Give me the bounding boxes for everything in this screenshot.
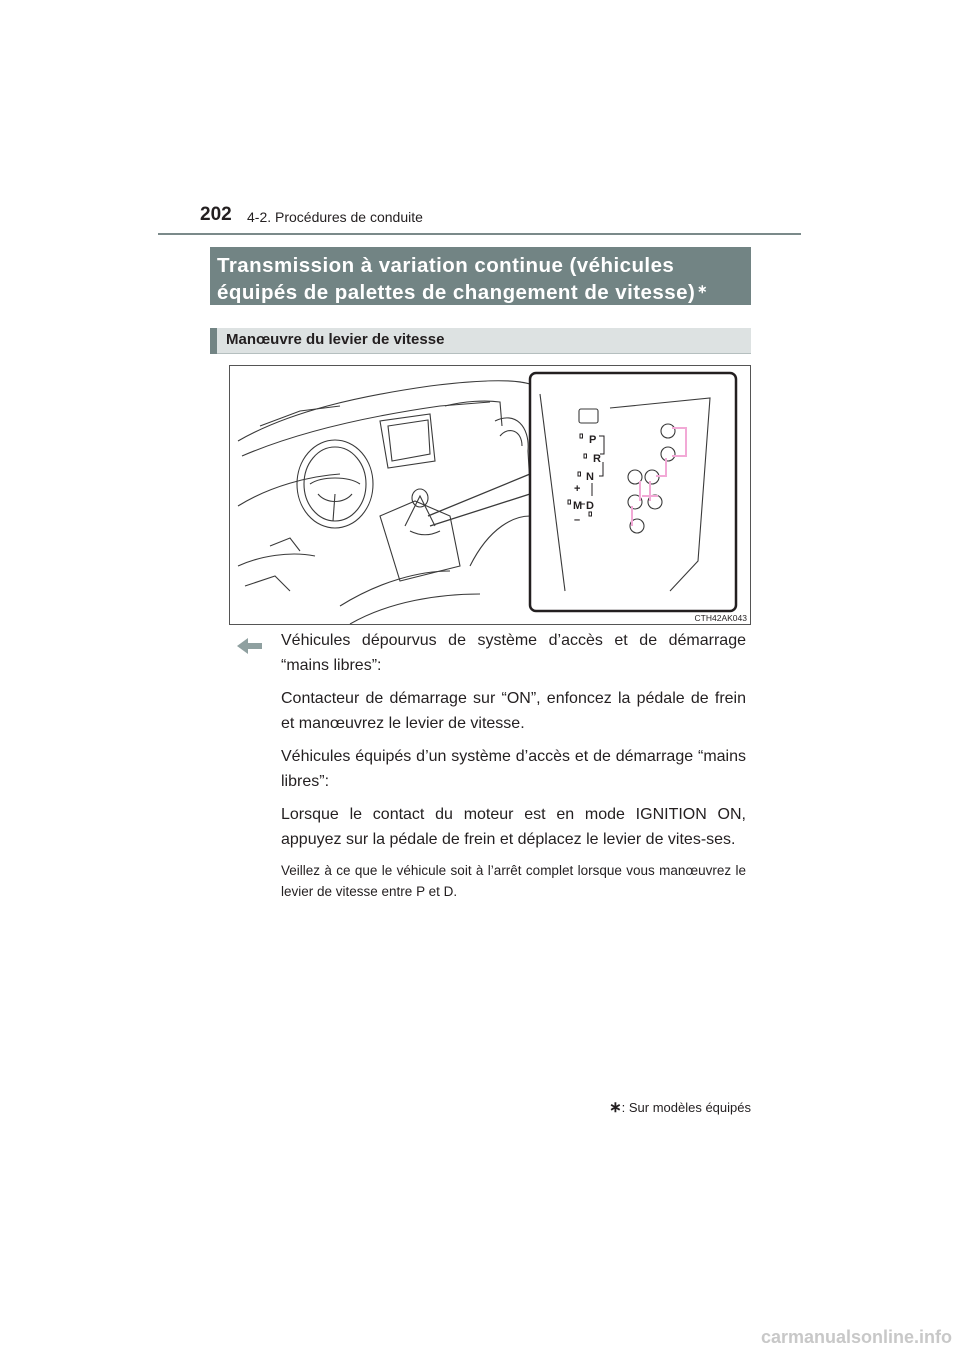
shift-label-m: M <box>573 500 583 512</box>
illustration-drawing <box>230 366 750 624</box>
body-text <box>281 628 746 902</box>
caution-note: Veillez à ce que le véhicule soit à l’arrêt complet lorsque vous manœuvrez le levier de vitesse entre P et D. <box>281 863 746 899</box>
section-title-line2: équipés de palettes de changement de vitesse) <box>217 281 696 304</box>
page-number: 202 <box>200 204 232 225</box>
equipped-asterisk: ∗ <box>697 282 708 296</box>
watermark: carmanualsonline.info <box>760 1327 952 1347</box>
footnote-text: : Sur modèles équipés <box>621 1100 751 1115</box>
section-title <box>210 247 751 305</box>
figure-code: CTH42AK043 <box>694 613 747 623</box>
section-path: 4-2. Procédures de conduite <box>247 209 423 225</box>
paragraph-no-smart-key-instruction: Contacteur de démarrage sur “ON”, enfoncez la pédale de frein et manœuvrez le levier de vitesse. <box>281 690 746 732</box>
arrow-left-icon <box>237 637 262 655</box>
section-title-line1: Transmission à variation continue (véhicules <box>217 254 675 277</box>
subheading: Manœuvre du levier de vitesse <box>210 328 751 354</box>
section-title-line2-wrap <box>217 279 745 306</box>
paragraph-smart-key: Véhicules équipés d’un système d’accès et de démarrage “mains libres”: <box>281 748 746 790</box>
shift-label-p: P <box>589 434 597 446</box>
shift-lever-illustration <box>229 365 751 625</box>
paragraph-no-smart-key: Véhicules dépourvus de système d’accès et de démarrage “mains libres”: <box>281 632 746 674</box>
shift-label-r: R <box>593 453 601 465</box>
paragraph-smart-key-instruction: Lorsque le contact du moteur est en mode IGNITION ON, appuyez sur la pédale de frein et déplacez le levier de vites-ses. <box>281 806 746 848</box>
shift-label-d: D <box>586 500 594 512</box>
shift-label-minus: – <box>574 514 581 526</box>
footnote <box>609 1098 751 1116</box>
page-header <box>200 204 800 232</box>
shift-label-n: N <box>586 471 594 483</box>
header-rule <box>158 233 801 235</box>
shift-label-plus: + <box>574 483 581 495</box>
footnote-star: ∗ <box>609 1099 622 1116</box>
subheading-rule <box>217 353 751 354</box>
